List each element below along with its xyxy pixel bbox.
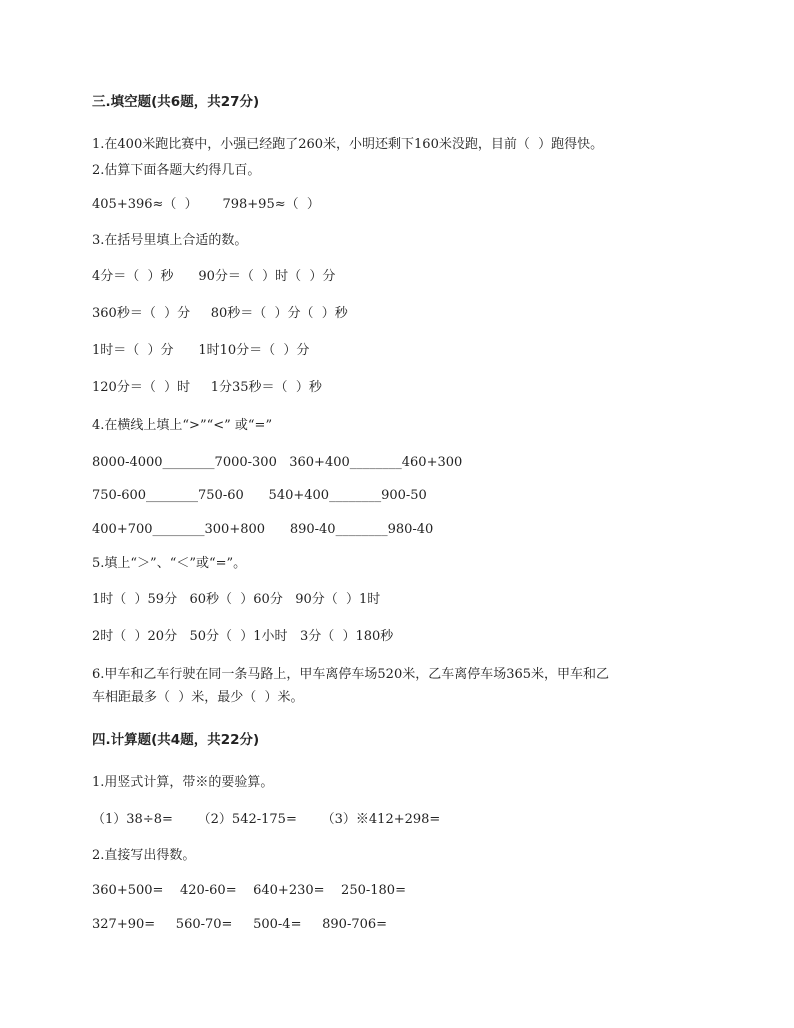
question-3-line-4: 120分＝（ ）时 1分35秒＝（ ）秒	[92, 380, 322, 395]
question-4-line-1: 8000-4000________7000-300 360+400________460+300	[92, 455, 463, 470]
question-6-line-2: 车相距最多（ ）米，最少（ ）米。	[92, 690, 304, 705]
section3-heading: 三.填空题(共6题，共27分)	[92, 94, 260, 110]
calc-question-1-title: 1.用竖式计算，带※的要验算。	[92, 775, 274, 790]
question-5-line-2: 2时（ ）20分 50分（ ）1小时 3分（ ）180秒	[92, 629, 394, 644]
calc-question-2-title: 2.直接写出得数。	[92, 848, 196, 863]
calc-question-2-line-1: 360+500= 420-60= 640+230= 250-180=	[92, 883, 406, 898]
question-4-line-3: 400+700________300+800 890-40________980-40	[92, 522, 434, 537]
question-6-line-1: 6.甲车和乙车行驶在同一条马路上，甲车离停车场520米，乙车离停车场365米，甲车和乙	[92, 667, 610, 682]
calc-question-1-line-1: （1）38÷8= （2）542-175= （3）※412+298=	[92, 812, 441, 827]
question-3-line-3: 1时＝（ ）分 1时10分＝（ ）分	[92, 343, 310, 358]
calc-question-2-line-2: 327+90= 560-70= 500-4= 890-706=	[92, 917, 388, 932]
question-5-line-1: 1时（ ）59分 60秒（ ）60分 90分（ ）1时	[92, 592, 381, 607]
question-4-title: 4.在横线上填上“>”“<” 或“=”	[92, 418, 273, 433]
question-2-title: 2.估算下面各题大约得几百。	[92, 163, 261, 178]
question-1: 1.在400米跑比赛中，小强已经跑了260米，小明还剩下160米没跑，目前（ ）跑得快。	[92, 137, 604, 152]
question-5-title: 5.填上“＞”、“＜”或“=”。	[92, 556, 247, 571]
question-3-line-1: 4分＝（ ）秒 90分＝（ ）时（ ）分	[92, 269, 336, 284]
question-3-line-2: 360秒＝（ ）分 80秒＝（ ）分（ ）秒	[92, 306, 348, 321]
question-4-line-2: 750-600________750-60 540+400________900-50	[92, 488, 427, 503]
question-2-line-1: 405+396≈（ ） 798+95≈（ ）	[92, 197, 320, 212]
question-3-title: 3.在括号里填上合适的数。	[92, 233, 248, 248]
section4-heading: 四.计算题(共4题，共22分)	[92, 732, 260, 748]
